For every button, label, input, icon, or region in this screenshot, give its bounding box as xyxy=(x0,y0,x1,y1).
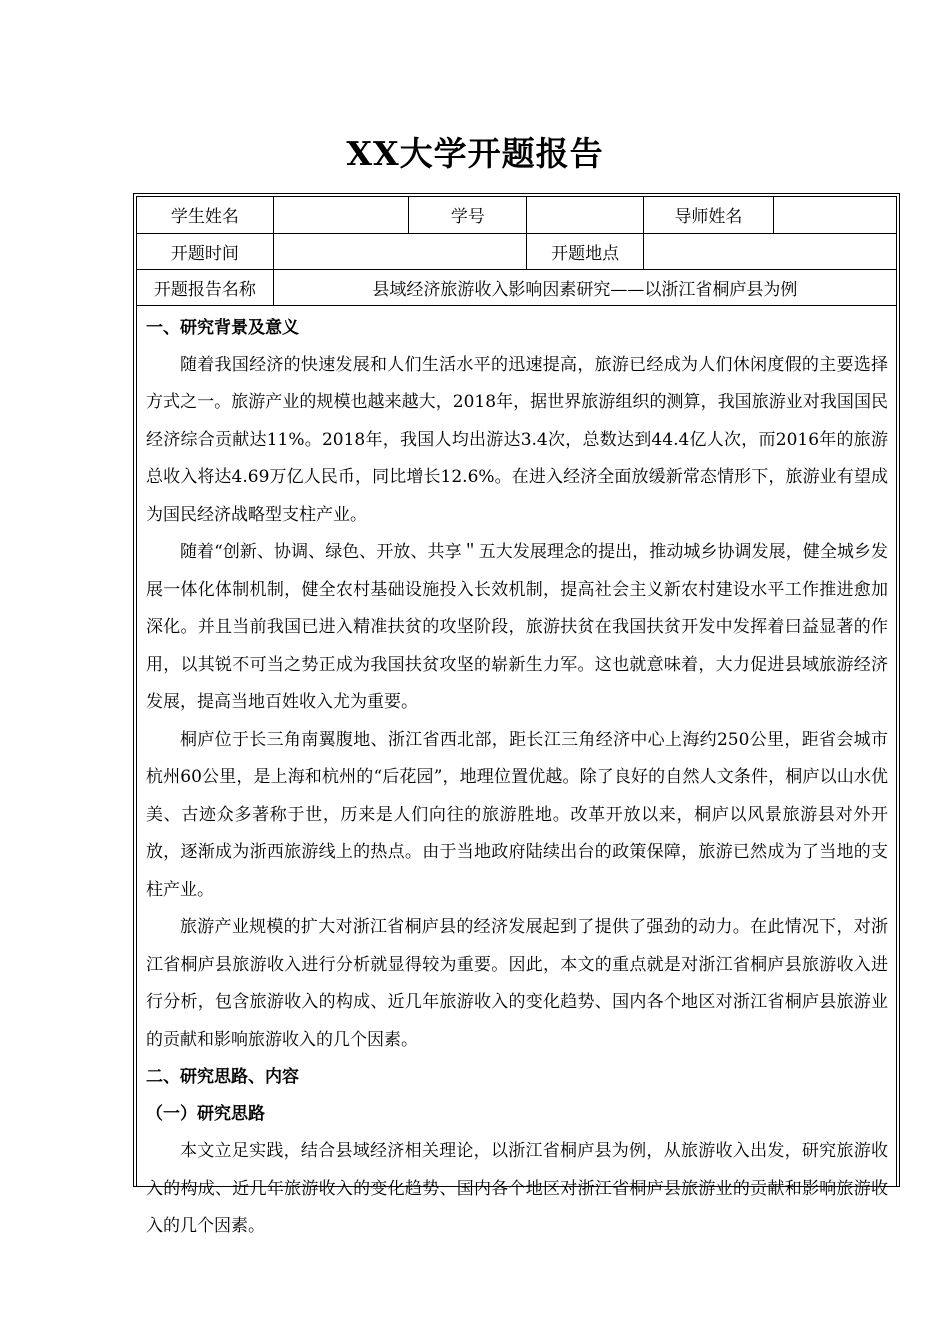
student-name-value[interactable] xyxy=(273,197,408,233)
section-2-paragraph-1: 本文立足实践，结合县域经济相关理论，以浙江省桐庐县为例，从旅游收入出发，研究旅游收入的构成、近几年旅游收入的变化趋势、国内各个地区对浙江省桐庐县旅游业的贡献和影响旅游收入的几个因素。 xyxy=(146,1141,888,1236)
info-row-2 xyxy=(137,233,896,269)
report-inner-frame xyxy=(136,196,897,1236)
time-label: 开题时间 xyxy=(137,233,273,269)
report-name-label: 开题报告名称 xyxy=(137,269,273,305)
info-row-1 xyxy=(137,197,896,233)
place-value[interactable] xyxy=(643,233,896,269)
section-1-heading: 一、研究背景及意义 xyxy=(146,317,299,338)
report-frame xyxy=(133,193,900,1236)
section-2-subheading-1: （一）研究思路 xyxy=(146,1104,265,1124)
advisor-value[interactable] xyxy=(774,197,896,233)
section-1-paragraph-2: 随着“创新、协调、绿色、开放、共享＂五大发展理念的提出，推动城乡协调发展，健全城乡发展一体化体制机制，健全农村基础设施投入长效机制，提高社会主义新农村建设水平工作推进愈加深化。并且当前我国已进入精准扶贫的攻坚阶段，旅游扶贫在我国扶贫开发中发挥着曰益显著的作用，以其锐不可当之势正成为我国扶贫攻坚的崭新生力军。这也就意味着，大力促进县域旅游经济发展，提高当地百姓收入尤为重要。 xyxy=(146,542,888,712)
student-name-label: 学生姓名 xyxy=(137,197,273,233)
time-value[interactable] xyxy=(273,233,527,269)
place-label: 开题地点 xyxy=(527,233,643,269)
report-name-value: 县域经济旅游收入影响因素研究——以浙江省桐庐县为例 xyxy=(273,269,896,305)
advisor-label: 导师姓名 xyxy=(643,197,773,233)
document-title: XX大学开题报告 xyxy=(346,134,604,173)
student-id-value[interactable] xyxy=(527,197,643,233)
report-body xyxy=(137,306,896,1246)
section-1-paragraph-3: 桐庐位于长三角南翼腹地、浙江省西北部，距长江三角经济中心上海约250公里，距省会城市杭州60公里，是上海和杭州的“后花园”，地理位置优越。除了良好的自然人文条件，桐庐以山水优美、古迹众多著称于世，历来是人们向往的旅游胜地。改革开放以来，桐庐以风景旅游县对外开放，逐渐成为浙西旅游线上的热点。由于当地政府陆续出台的政策保障，旅游已然成为了当地的支柱产业。 xyxy=(146,729,888,900)
info-row-3 xyxy=(137,269,896,305)
info-table xyxy=(137,197,896,306)
section-2-heading: 二、研究思路、内容 xyxy=(146,1067,299,1087)
student-id-label: 学号 xyxy=(409,197,527,233)
section-1-paragraph-4: 旅游产业规模的扩大对浙江省桐庐县的经济发展起到了提供了强劲的动力。在此情况下，对浙江省桐庐县旅游收入进行分析就显得较为重要。因此，本文的重点就是对浙江省桐庐县旅游收入进行分析，包含旅游收入的构成、近几年旅游收入的变化趋势、国内各个地区对浙江省桐庐县旅游业的贡献和影响旅游收入的几个因素。 xyxy=(146,917,888,1050)
section-1-paragraph-1: 随着我国经济的快速发展和人们生活水平的迅速提高，旅游已经成为人们休闲度假的主要选择方式之一。旅游产业的规模也越来越大，2018年，据世界旅游组织的测算，我国旅游业对我国国民经济综合贡献达11%。2018年，我国人均出游达3.4次，总数达到44.4亿人次，而2016年的旅游总收入将达4.69万亿人民币，同比增长12.6%。在进入经济全面放缓新常态情形下，旅游业有望成为国民经济战略型支柱产业。 xyxy=(146,354,888,525)
